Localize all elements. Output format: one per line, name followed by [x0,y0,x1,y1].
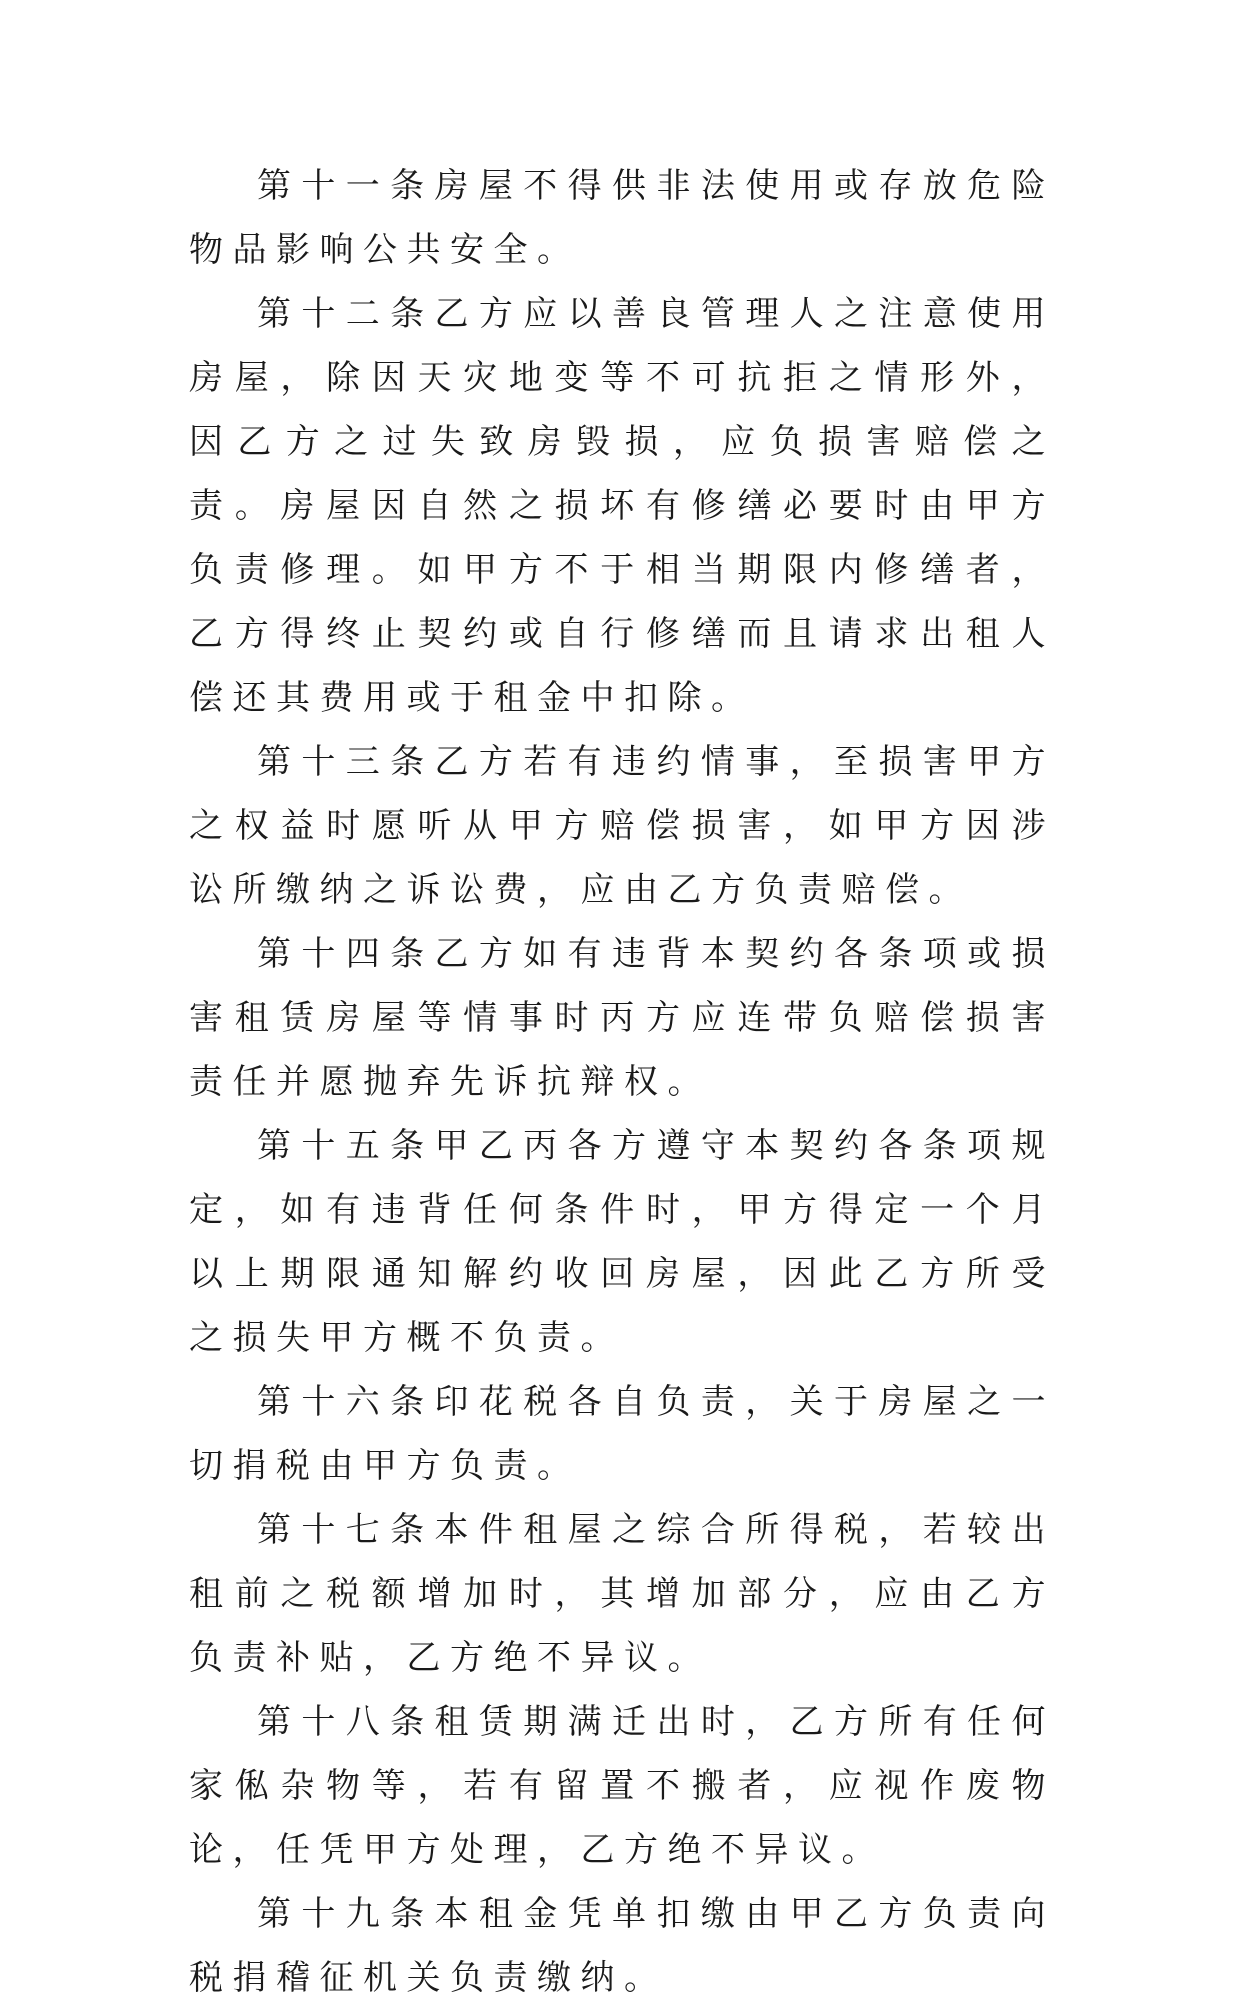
article-15: 第十五条甲乙丙各方遵守本契约各条项规定，如有违背任何条件时，甲方得定一个月以上期限通知解约收回房屋，因此乙方所受之损失甲方概不负责。 [189,1126,1055,1358]
article-13: 第十三条乙方若有违约情事，至损害甲方之权益时愿听从甲方赔偿损害，如甲方因涉讼所缴纳之诉讼费，应由乙方负责赔偿。 [189,742,1055,910]
article-18: 第十八条租赁期满迁出时，乙方所有任何家俬杂物等，若有留置不搬者，应视作废物论，任凭甲方处理，乙方绝不异议。 [189,1702,1055,1870]
article-12: 第十二条乙方应以善良管理人之注意使用房屋，除因天灾地变等不可抗拒之情形外，因乙方之过失致房毁损，应负损害赔偿之责。房屋因自然之损坏有修缮必要时由甲方负责修理。如甲方不于相当期限内修缮者，乙方得终止契约或自行修缮而且请求出租人偿还其费用或于租金中扣除。 [189,294,1055,718]
article-19: 第十九条本租金凭单扣缴由甲乙方负责向税捐稽征机关负责缴纳。 [189,1894,1055,1998]
article-17: 第十七条本件租屋之综合所得税，若较出租前之税额增加时，其增加部分，应由乙方负责补贴，乙方绝不异议。 [189,1510,1055,1678]
article-16: 第十六条印花税各自负责，关于房屋之一切捐税由甲方负责。 [189,1382,1055,1486]
article-11: 第十一条房屋不得供非法使用或存放危险物品影响公共安全。 [189,166,1055,270]
article-14: 第十四条乙方如有违背本契约各条项或损害租赁房屋等情事时丙方应连带负赔偿损害责任并愿抛弃先诉抗辩权。 [189,934,1055,1102]
contract-body [189,154,1055,2010]
